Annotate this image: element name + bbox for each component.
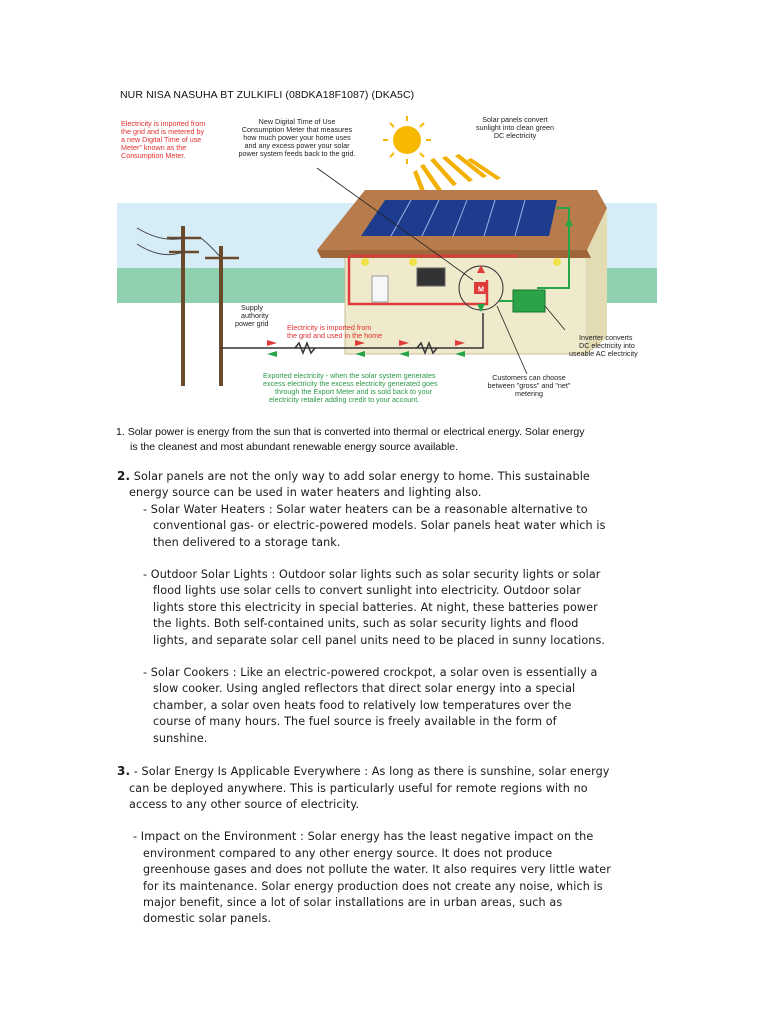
everywhere-l1: - Solar Energy Is Applicable Everywhere : As long as there is sunshine, solar energy (133, 765, 610, 779)
section2-intro-l2: energy source can be used in water heaters and lighting also. (129, 486, 482, 500)
solar-system-diagram (117, 108, 657, 413)
home-use-note (287, 323, 382, 340)
environment-l1: - Impact on the Environment : Solar energy has the least negative impact on the (133, 830, 594, 844)
inverter-note (569, 333, 638, 358)
inverter-box (513, 290, 545, 312)
para1-line1: Solar power is energy from the sun that is converted into thermal or electrical energy. Solar energy (127, 426, 585, 438)
svg-text:useable AC electricity: useable AC electricity (569, 349, 638, 358)
solar-cookers-l4: course of many hours. The fuel source is freely available in the form of (153, 715, 557, 729)
svg-text:sunlight into clean green: sunlight into clean green (476, 123, 554, 132)
svg-text:Solar panels convert: Solar panels convert (482, 115, 548, 124)
solar-lights-l1: - Outdoor Solar Lights : Outdoor solar lights such as solar security lights or solar (143, 568, 601, 582)
svg-text:DC electricity: DC electricity (493, 131, 537, 140)
grid-note (235, 303, 269, 328)
svg-text:Consumption Meter.: Consumption Meter. (121, 151, 186, 160)
solar-diagram-svg (117, 108, 657, 413)
water-heaters-l3: then delivered to a storage tank. (153, 535, 341, 549)
svg-text:Consumption Meter that measure: Consumption Meter that measures (241, 125, 353, 134)
svg-text:how much power your home uses: how much power your home uses (243, 133, 351, 142)
section2-intro-l1: Solar panels are not the only way to add solar energy to home. This sustainable (133, 470, 590, 483)
svg-text:Inverter converts: Inverter converts (579, 333, 633, 342)
solar-cookers-l5: sunshine. (153, 731, 208, 745)
solar-lights-l2: flood lights use solar cells to convert sunlight into electricity. Outdoor solar (153, 584, 581, 598)
paragraph-1 (116, 425, 656, 455)
svg-text:power grid: power grid (235, 319, 269, 328)
environment-l3: greenhouse gases and does not pollute the water. It also requires very little water (143, 863, 611, 877)
solar-panels (361, 200, 557, 236)
svg-text:Meter" known as the: Meter" known as the (121, 143, 187, 152)
everywhere-l2: can be deployed anywhere. This is particularly useful for remote regions with no (129, 781, 588, 795)
section3-number: 3. (117, 764, 131, 779)
solar-cookers-l1: - Solar Cookers : Like an electric-powered crockpot, a solar oven is essentially a (143, 666, 598, 680)
metering-note (488, 373, 571, 398)
svg-text:New Digital Time of Use: New Digital Time of Use (258, 117, 336, 126)
tv-icon (417, 268, 445, 286)
svg-text:a new Digital Time of use: a new Digital Time of use (121, 135, 202, 144)
tou-meter-note (238, 117, 355, 158)
svg-text:Exported electricity - when th: Exported electricity - when the solar system generates (263, 371, 436, 380)
environment-l4: for its maintenance. Solar energy production does not create any noise, which is (143, 879, 603, 893)
svg-text:through the Export Meter and i: through the Export Meter and is sold back to your (275, 387, 433, 396)
solar-lights-l5: lights, and separate solar cell panel units need to be placed in sunny locations. (153, 633, 606, 647)
svg-text:authority: authority (241, 311, 269, 320)
svg-text:DC electricity into: DC electricity into (579, 341, 635, 350)
grid-import-note (121, 119, 205, 160)
environment-l5: major benefit, since a lot of solar installations are in urban areas, such as (143, 895, 563, 909)
svg-text:excess electricity the excess: excess electricity the excess electricity generated goes (263, 379, 438, 388)
meter-letter: M (478, 284, 484, 294)
para1-number: 1. (116, 426, 125, 438)
para1-line2: is the cleanest and most abundant renewable energy source available. (130, 441, 459, 453)
everywhere-l3: access to any other source of electricity. (129, 797, 360, 811)
exported-note (263, 371, 438, 404)
svg-text:Electricity is imported from: Electricity is imported from (287, 323, 372, 332)
fridge-icon (372, 276, 388, 302)
svg-text:electricity retailer adding cr: electricity retailer adding credit to your account. (269, 395, 420, 404)
svg-text:Supply: Supply (241, 303, 263, 312)
svg-text:power system feeds back to the: power system feeds back to the grid. (238, 149, 356, 158)
solar-lights-l4: the lights. Both self-contained units, such as solar security lights and flood (153, 617, 579, 631)
svg-text:the grid and used in the home: the grid and used in the home (287, 331, 383, 340)
sun-icon (383, 116, 431, 164)
svg-text:between "gross" and "net": between "gross" and "net" (487, 381, 571, 390)
water-heaters-l2: conventional gas- or electric-powered models. Solar panels heat water which is (153, 519, 606, 533)
svg-text:Customers can choose: Customers can choose (492, 373, 566, 382)
panels-note (476, 115, 554, 140)
solar-cookers-l3: chamber, a solar oven heats food to relatively low temperatures over the (153, 698, 572, 712)
solar-cookers-l2: slow cooker. Using angled reflectors that direct solar energy into a special (153, 682, 576, 696)
water-heaters-l1: - Solar Water Heaters : Solar water heaters can be a reasonable alternative to (143, 502, 588, 516)
section2-number: 2. (117, 469, 131, 483)
svg-text:Electricity is imported from: Electricity is imported from (121, 119, 206, 128)
svg-text:metering: metering (515, 389, 543, 398)
solar-lights-l3: lights store this electricity in special batteries. At night, these batteries power (153, 600, 598, 614)
svg-text:and any excess power your sola: and any excess power your solar (244, 141, 350, 150)
environment-l2: environment compared to any other energy source. It does not produce (143, 846, 553, 860)
environment-l6: domestic solar panels. (143, 912, 272, 926)
body-text (117, 468, 657, 928)
svg-text:the grid and is metered by: the grid and is metered by (121, 127, 205, 136)
author-header: NUR NISA NASUHA BT ZULKIFLI (08DKA18F1087) (DKA5C) (120, 89, 415, 101)
